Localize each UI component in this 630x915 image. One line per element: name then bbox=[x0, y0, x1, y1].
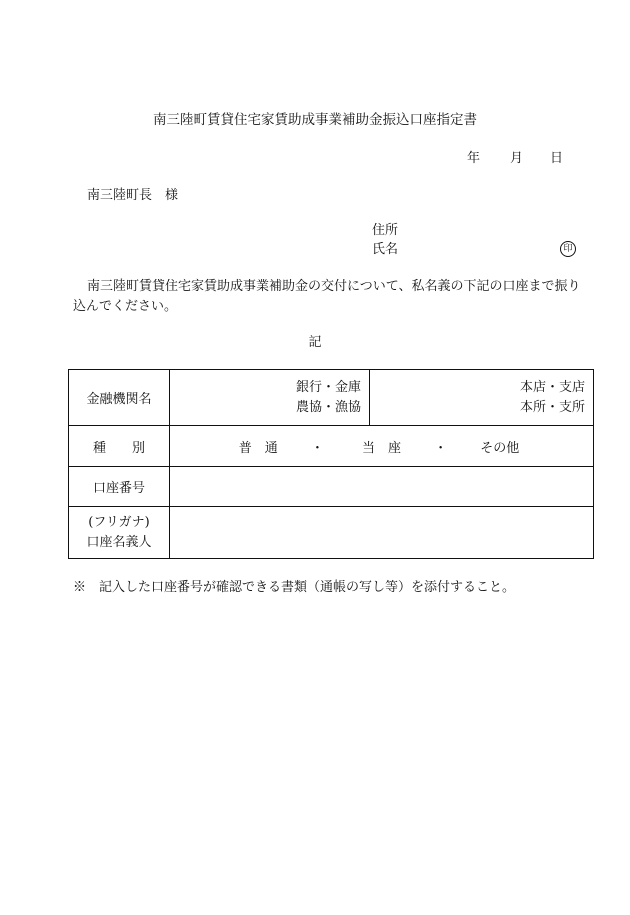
kind-row bbox=[69, 426, 594, 467]
kind-option-current[interactable]: 当 座 bbox=[361, 440, 401, 456]
account-number-label: 口座番号 bbox=[69, 467, 170, 507]
date-day-label: 日 bbox=[550, 151, 564, 166]
kind-option-other[interactable]: その他 bbox=[480, 440, 520, 456]
address-label: 住所 bbox=[372, 223, 399, 238]
account-kind-options[interactable] bbox=[170, 426, 594, 467]
kind-option-ordinary[interactable]: 普 通 bbox=[238, 440, 278, 456]
branch-type-cell[interactable] bbox=[370, 370, 594, 426]
addressee: 南三陸町長 様 bbox=[87, 188, 179, 203]
account-holder-row bbox=[69, 507, 594, 559]
document-title: 南三陸町賃貸住宅家賃助成事業補助金振込口座指定書 bbox=[153, 112, 477, 128]
account-table bbox=[68, 369, 594, 559]
bank-type-cell[interactable] bbox=[170, 370, 370, 426]
seal-mark-icon: 印 bbox=[560, 241, 576, 257]
kind-separator: ・ bbox=[434, 440, 448, 456]
name-label: 氏名 bbox=[372, 242, 399, 257]
account-number-field[interactable] bbox=[170, 467, 594, 507]
furigana-label: (フリガナ) bbox=[88, 514, 150, 530]
attachment-note: ※ 記入した口座番号が確認できる書類（通帳の写し等）を添付すること。 bbox=[73, 580, 516, 595]
branch-type-line-2: 本所・支所 bbox=[519, 399, 585, 415]
account-holder-label-cell bbox=[69, 507, 170, 559]
bank-name-label: 金融機関名 bbox=[69, 370, 170, 426]
date-year-label: 年 bbox=[467, 151, 481, 166]
date-month-label: 月 bbox=[510, 151, 524, 166]
kind-separator: ・ bbox=[310, 440, 324, 456]
account-kind-label: 種 別 bbox=[69, 426, 170, 467]
branch-type-line-1: 本店・支店 bbox=[519, 379, 585, 395]
ki-heading: 記 bbox=[308, 335, 322, 350]
account-holder-field[interactable] bbox=[170, 507, 594, 559]
bank-type-line-2: 農協・漁協 bbox=[295, 399, 361, 415]
account-holder-label: 口座名義人 bbox=[86, 534, 152, 550]
bank-row bbox=[69, 370, 594, 426]
account-number-row bbox=[69, 467, 594, 507]
request-text: 南三陸町賃貸住宅家賃助成事業補助金の交付について、私名義の下記の口座まで振り込んでください。 bbox=[73, 279, 581, 314]
bank-type-line-1: 銀行・金庫 bbox=[295, 379, 361, 395]
